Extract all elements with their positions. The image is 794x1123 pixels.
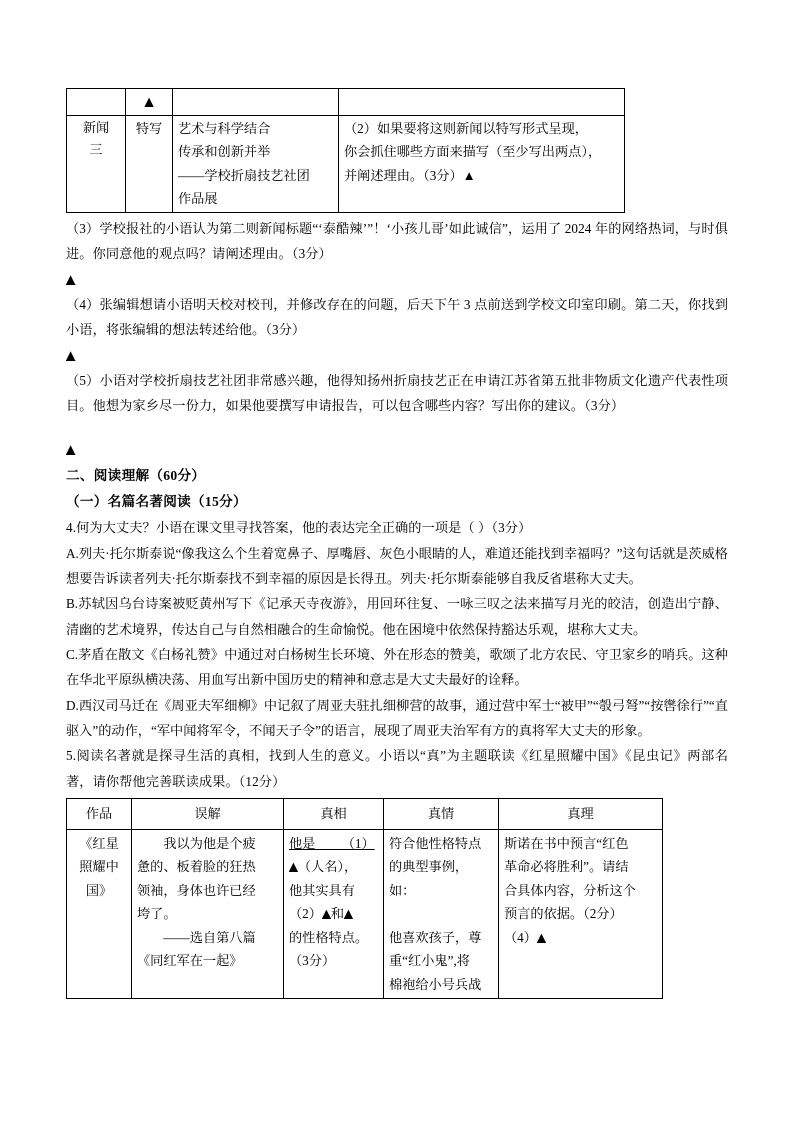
column-header-truth: 真相	[284, 799, 384, 830]
table-row	[67, 89, 625, 116]
truth-line-3: 他其实具有	[289, 882, 355, 898]
news-title-line-4: 作品展	[178, 191, 218, 206]
spacer	[66, 418, 728, 436]
question-3-text: （3）学校报社的小语认为第二则新闻标题“‘泰酷辣’”！‘小孩儿哥’如此诚信”，运用了 2024 年的网络热词，与时俱进。你同意他的观点吗？请阐述理由。（3分）	[66, 220, 728, 261]
news-row2-category	[67, 115, 126, 212]
news-table	[66, 88, 625, 213]
answer-blank-triangle-icon: ▲	[289, 859, 298, 874]
truth-line-2: ▲（人名），	[289, 859, 358, 875]
work-title-line-2: 照耀中	[79, 859, 119, 875]
truth-line-6: （3分）	[289, 953, 336, 969]
column-header-principle: 真理	[499, 799, 663, 830]
cell-misunderstanding	[132, 829, 284, 999]
misunderstanding-line-2: 惫的、板着脸的狂热	[137, 859, 256, 875]
feeling-line-6: 棉袍给小号兵战	[389, 976, 482, 992]
answer-blank-triangle-icon: ▲	[66, 272, 76, 287]
principle-line-5: （4）▲	[504, 929, 546, 945]
principle-line-3: 合具体内容，分析这个	[504, 882, 636, 898]
column-header-misunderstanding: 误解	[132, 799, 284, 830]
news-row1-title	[173, 89, 339, 116]
truth-line-1: 他是＿＿（1）	[289, 835, 375, 851]
question-3-answer-blank	[66, 266, 728, 291]
feeling-line-blank	[389, 902, 493, 926]
cell-principle	[499, 829, 663, 999]
answer-blank-triangle-icon: ▲	[536, 929, 546, 944]
feeling-line-4: 他喜欢孩子，尊	[389, 929, 482, 945]
news-row2-title	[173, 115, 339, 212]
column-header-work: 作品	[67, 799, 132, 830]
question-5-answer-blank	[66, 436, 728, 461]
answer-blank-triangle-icon: ▲	[321, 906, 331, 921]
news-title-line-1: 艺术与科学结合	[178, 120, 271, 136]
item-4-option-b[interactable]: B.苏轼因乌台诗案被贬黄州写下《记承天寺夜游》，用回环往复、一咏三叹之法来描写月光的皎洁，创造出宁静、清幽的艺术境界，传达自己与自然相融合的生命愉悦。他在困境中依然保持豁达乐观，堪称大丈夫。	[66, 596, 728, 637]
news-row2-question	[339, 115, 625, 212]
column-header-feeling: 真情	[384, 799, 499, 830]
news-row2-category-line1: 新闻	[82, 119, 110, 135]
misunderstanding-line-3: 领袖，身体也许已经	[137, 882, 256, 898]
question-4-answer-blank	[66, 342, 728, 367]
question-5-text: （5）小语对学校折扇技艺社团非常感兴趣，他得知扬州折扇技艺正在申请江苏省第五批非物质文化遗产代表性项目。他想为家乡尽一份力，如果他要撰写申请报告，可以包含哪些内容？写出你的建议。（3分）	[66, 372, 728, 413]
reading-result-table	[66, 798, 663, 999]
section-two-title: 二、阅读理解（60分）	[66, 467, 206, 483]
feeling-line-1: 符合他性格特点	[389, 835, 482, 851]
page-content	[66, 88, 728, 999]
table-row	[67, 829, 663, 999]
answer-blank-triangle-icon: ▲	[144, 94, 154, 108]
misunderstanding-line-5: ——选自第八篇	[137, 929, 256, 945]
news-question-line-3: 并阐述理由。（3分）▲	[344, 167, 476, 183]
feeling-line-5: 重“红小鬼”,将	[389, 953, 470, 969]
answer-blank-triangle-icon: ▲	[344, 906, 353, 921]
truth-line-4: （2）▲和▲	[289, 906, 353, 922]
item-4-stem: 4.何为大丈夫？小语在课文里寻找答案，他的表达完全正确的一项是（ ）（3分）	[66, 520, 532, 536]
news-row2-genre: 特写	[126, 115, 173, 212]
news-row1-question	[339, 89, 625, 116]
truth-line-5: 的性格特点。	[289, 929, 369, 945]
table-header-row	[67, 799, 663, 830]
cell-work-title	[67, 829, 132, 999]
cell-feeling	[384, 829, 499, 999]
work-title-line-3: 国》	[85, 882, 113, 898]
item-4-option-d[interactable]: D.西汉司马迁在《周亚夫军细柳》中记叙了周亚夫驻扎细柳营的故事，通过营中军士“被甲”“彀弓弩”“按辔徐行”“直驱入”的动作，“军中闻将军令，不闻天子令”的语言，展现了周亚夫治军有方的真将军大丈夫的形象。	[66, 697, 728, 739]
news-question-line-2: 你会抓住哪些方面来描写（至少写出两点），	[344, 144, 602, 159]
misunderstanding-line-4: 垮了。	[137, 906, 177, 922]
section-two-subsection-title: （一）名篇名著阅读（15分）	[66, 493, 247, 509]
answer-blank-triangle-icon: ▲	[66, 442, 76, 457]
principle-line-4: 预言的依据。（2分）	[504, 906, 623, 922]
news-row2-category-line2: 三	[89, 142, 103, 158]
news-row1-category	[67, 89, 126, 116]
news-row1-genre	[126, 89, 173, 116]
work-title-line-1: 《红星	[79, 835, 119, 851]
news-title-line-3: ——学校折扇技艺社团	[178, 167, 310, 183]
answer-blank-triangle-icon: ▲	[66, 348, 76, 363]
news-title-line-2: 传承和创新并举	[178, 144, 271, 159]
principle-line-2: 革命必将胜利”。请结	[504, 859, 629, 875]
question-4-text: （4）张编辑想请小语明天校对校刊，并修改存在的问题，后天下午 3 点前送到学校文印室印刷。第二天，你找到小语，将张编辑的想法转述给他。（3分）	[66, 296, 728, 337]
item-4-option-a[interactable]: A.列夫·托尔斯泰说“像我这么个生着宽鼻子、厚嘴唇、灰色小眼睛的人，难道还能找到幸福吗？”这句话就是茨威格想要告诉读者列夫·托尔斯泰找不到幸福的原因是长得丑。列夫·托尔斯泰能够自我反省堪称大丈夫。	[66, 545, 728, 586]
misunderstanding-line-1: 我以为他是个疲	[137, 835, 256, 851]
item-5-stem: 5.阅读名著就是探寻生活的真相，找到人生的意义。小语以“真”为主题联读《红星照耀中国》《昆虫记》两部名著，请你帮他完善联读成果。（12分）	[66, 748, 728, 789]
misunderstanding-line-6: 《同红军在一起》	[137, 953, 243, 969]
table-row	[67, 115, 625, 212]
principle-line-1: 斯诺在书中预言“红色	[504, 835, 629, 851]
cell-truth[interactable]	[284, 829, 384, 999]
feeling-line-2: 的典型事例，如：	[389, 859, 469, 898]
news-question-line-1: （2）如果要将这则新闻以特写形式呈现，	[344, 120, 588, 136]
item-4-option-c[interactable]: C.茅盾在散文《白杨礼赞》中通过对白杨树生长环境、外在形态的赞美，歌颂了北方农民、守卫家乡的哨兵。这种在华北平原纵横决荡、用血写出新中国历史的精神和意志是大丈夫最好的诠释。	[66, 647, 728, 688]
